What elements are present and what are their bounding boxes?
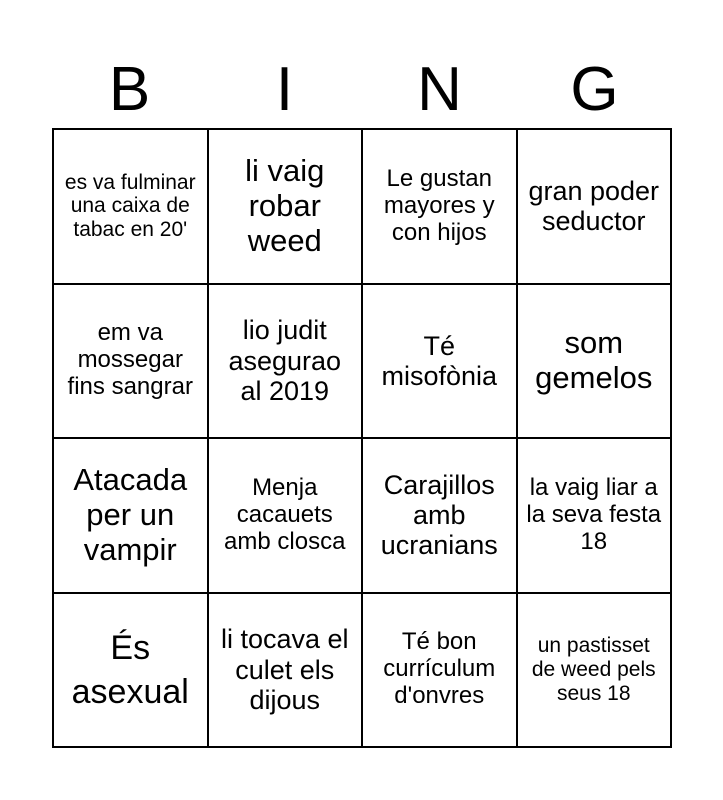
cell-text: lio judit asegurao al 2019 [228,315,342,406]
header-letter-b: B [108,55,151,124]
cell-text: gran poder seductor [528,176,660,237]
cell-text: li vaig robar weed [245,153,325,258]
cell-text: Le gustan mayores y con hijos [383,164,495,246]
cell-text: És asexual [71,628,189,711]
cell-text: es va fulminar una caixa de tabac en 20' [64,170,196,241]
bingo-cell[interactable] [54,439,209,594]
bingo-cell[interactable] [54,594,209,749]
header-letter-n: N [417,55,462,124]
bingo-cell[interactable] [209,439,364,594]
header-letter-i: I [275,55,294,124]
cell-text: Té misofònia [381,330,498,391]
header-letter-g: G [570,55,619,124]
bingo-cell[interactable] [209,130,364,285]
bingo-cell[interactable] [54,130,209,285]
bingo-cell[interactable] [209,285,364,440]
bingo-cell[interactable] [363,130,518,285]
bingo-cell[interactable] [363,594,518,749]
bingo-cell[interactable] [518,594,673,749]
bingo-cell[interactable] [518,439,673,594]
bingo-cell[interactable] [363,285,518,440]
cell-text: li tocava el culet els dijous [220,624,349,715]
bingo-cell[interactable] [518,285,673,440]
cell-text: Menja cacauets amb closca [224,473,346,555]
cell-text: som gemelos [535,325,653,395]
bingo-header [52,52,672,128]
cell-text: Atacada per un vampir [73,462,188,567]
cell-text: un pastisset de weed pels seus 18 [531,634,656,705]
cell-text: em va mossegar fins sangrar [67,319,193,401]
bingo-cell[interactable] [209,594,364,749]
cell-text: la vaig liar a la seva festa 18 [526,473,662,555]
bingo-grid [52,128,672,748]
cell-text: Carajillos amb ucranians [380,469,498,561]
cell-text: Té bon currículum d'onvres [383,628,496,710]
bingo-cell[interactable] [54,285,209,440]
bingo-cell[interactable] [518,130,673,285]
bingo-cell[interactable] [363,439,518,594]
